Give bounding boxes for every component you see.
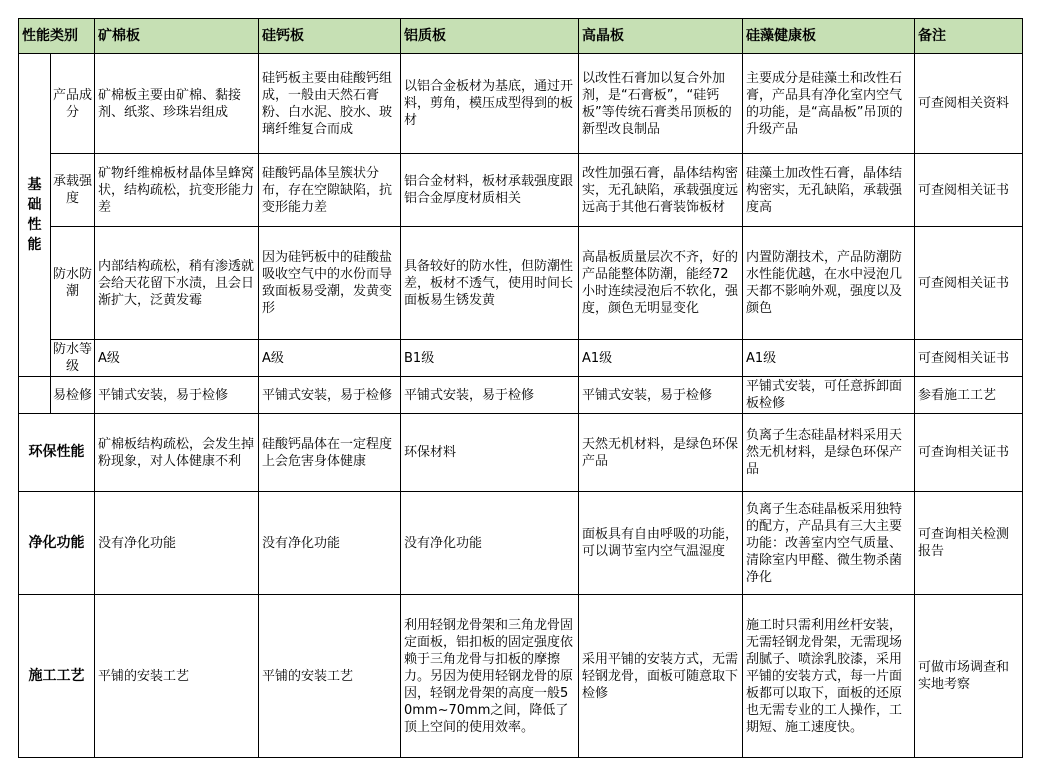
row-label: 防水等级 [51,340,95,377]
group-install: 施工工艺 [19,595,95,758]
table-row [19,54,1023,154]
table-cell: 平铺的安装工艺 [95,595,259,758]
table-row [19,595,1023,758]
table-row [19,492,1023,595]
table-cell: 利用轻钢龙骨架和三角龙骨固定面板，铝扣板的固定强度依赖于三角龙骨与扣板的摩擦力。另因为使用轻钢龙骨的原因，轻钢龙骨架的高度一般50mm~70mm之间，降低了顶上空间的使用效率。 [401,595,579,758]
table-cell: 内部结构疏松，稍有渗透就会给天花留下水渍，且会日渐扩大，泛黄发霉 [95,227,259,340]
table-cell: 可查阅相关证书 [915,227,1023,340]
table-cell: 可查阅相关证书 [915,154,1023,227]
table-cell: 高晶板质量层次不齐，好的产品能整体防潮，能经72小时连续浸泡后不软化，强度，颜色无明显变化 [579,227,743,340]
table-cell: 硅钙板主要由硅酸钙组成，一般由天然石膏粉、白水泥、胶水、玻璃纤维复合而成 [259,54,401,154]
table-cell: 主要成分是硅藻土和改性石膏，产品具有净化室内空气的功能，是“高晶板”吊顶的升级产品 [743,54,915,154]
table-cell: 面板具有自由呼吸的功能，可以调节室内空气温湿度 [579,492,743,595]
empty-cell [19,377,51,414]
row-label: 防水防潮 [51,227,95,340]
table-cell: 平铺式安装，可任意拆卸面板检修 [743,377,915,414]
table-cell: B1级 [401,340,579,377]
header-product: 矿棉板 [95,19,259,54]
table-cell: 铝合金材料，板材承载强度跟铝合金厚度材质相关 [401,154,579,227]
table-row [19,227,1023,340]
table-cell: A级 [259,340,401,377]
header-note: 备注 [915,19,1023,54]
comparison-table [18,18,1023,758]
table-cell: 施工时只需利用丝杆安装，无需轻钢龙骨架，无需现场刮腻子、喷涂乳胶漆，采用平铺的安装方式，每一片面板都可以取下，面板的还原也无需专业的工人操作，工期短、施工速度快。 [743,595,915,758]
table-row [19,340,1023,377]
header-category: 性能类别 [19,19,95,54]
table-cell: 采用平铺的安装方式，无需轻钢龙骨，面板可随意取下检修 [579,595,743,758]
table-cell: 可查询相关检测报告 [915,492,1023,595]
table-cell: 以改性石膏加以复合外加剂，是“石膏板”，“硅钙板”等传统石膏类吊顶板的新型改良制品 [579,54,743,154]
table-cell: 天然无机材料，是绿色环保产品 [579,414,743,492]
table-cell: 硅酸钙晶体在一定程度上会危害身体健康 [259,414,401,492]
group-basic: 基础性能 [19,54,51,377]
table-cell: 没有净化功能 [259,492,401,595]
table-cell: 矿物纤维棉板材晶体呈蜂窝状，结构疏松，抗变形能力差 [95,154,259,227]
table-cell: 可查阅相关证书 [915,340,1023,377]
table-cell: 参看施工工艺 [915,377,1023,414]
table-cell: 可查阅相关资料 [915,54,1023,154]
table-cell: 平铺的安装工艺 [259,595,401,758]
table-cell: 负离子生态硅晶板采用独特的配方，产品具有三大主要功能：改善室内空气质量、清除室内甲醛、微生物杀菌净化 [743,492,915,595]
table-cell: 可查询相关证书 [915,414,1023,492]
table-cell: A1级 [579,340,743,377]
row-label: 承载强度 [51,154,95,227]
table-cell: 环保材料 [401,414,579,492]
table-row [19,154,1023,227]
table-cell: A级 [95,340,259,377]
table-cell: 因为硅钙板中的硅酸盐吸收空气中的水份而导致面板易受潮，发黄变形 [259,227,401,340]
table-cell: 没有净化功能 [401,492,579,595]
table-cell: 硅酸钙晶体呈簇状分布，存在空隙缺陷，抗变形能力差 [259,154,401,227]
table-cell: 矿棉板结构疏松，会发生掉粉现象，对人体健康不利 [95,414,259,492]
table-cell: 以铝合金板材为基底，通过开料，剪角，模压成型得到的板材 [401,54,579,154]
table-cell: 硅藻土加改性石膏，晶体结构密实，无孔缺陷，承载强度高 [743,154,915,227]
header-row [19,19,1023,54]
header-product: 铝质板 [401,19,579,54]
table-cell: 矿棉板主要由矿棉、黏接剂、纸浆、珍珠岩组成 [95,54,259,154]
table-cell: 可做市场调查和实地考察 [915,595,1023,758]
header-product: 高晶板 [579,19,743,54]
table-row [19,414,1023,492]
table-cell: A1级 [743,340,915,377]
table-cell: 平铺式安装，易于检修 [401,377,579,414]
table-cell: 平铺式安装，易于检修 [95,377,259,414]
group-purify: 净化功能 [19,492,95,595]
table-cell: 负离子生态硅晶材料采用天然无机材料，是绿色环保产品 [743,414,915,492]
table-cell: 内置防潮技术，产品防潮防水性能优越，在水中浸泡几天都不影响外观，强度以及颜色 [743,227,915,340]
table-cell: 具备较好的防水性，但防潮性差，板材不透气，使用时间长面板易生锈发黄 [401,227,579,340]
header-product: 硅藻健康板 [743,19,915,54]
table-cell: 平铺式安装，易于检修 [579,377,743,414]
table-cell: 没有净化功能 [95,492,259,595]
header-product: 硅钙板 [259,19,401,54]
row-label: 产品成分 [51,54,95,154]
row-label: 易检修 [51,377,95,414]
group-eco: 环保性能 [19,414,95,492]
table-cell: 平铺式安装，易于检修 [259,377,401,414]
table-row [19,377,1023,414]
table-cell: 改性加强石膏，晶体结构密实，无孔缺陷，承载强度远远高于其他石膏装饰板材 [579,154,743,227]
